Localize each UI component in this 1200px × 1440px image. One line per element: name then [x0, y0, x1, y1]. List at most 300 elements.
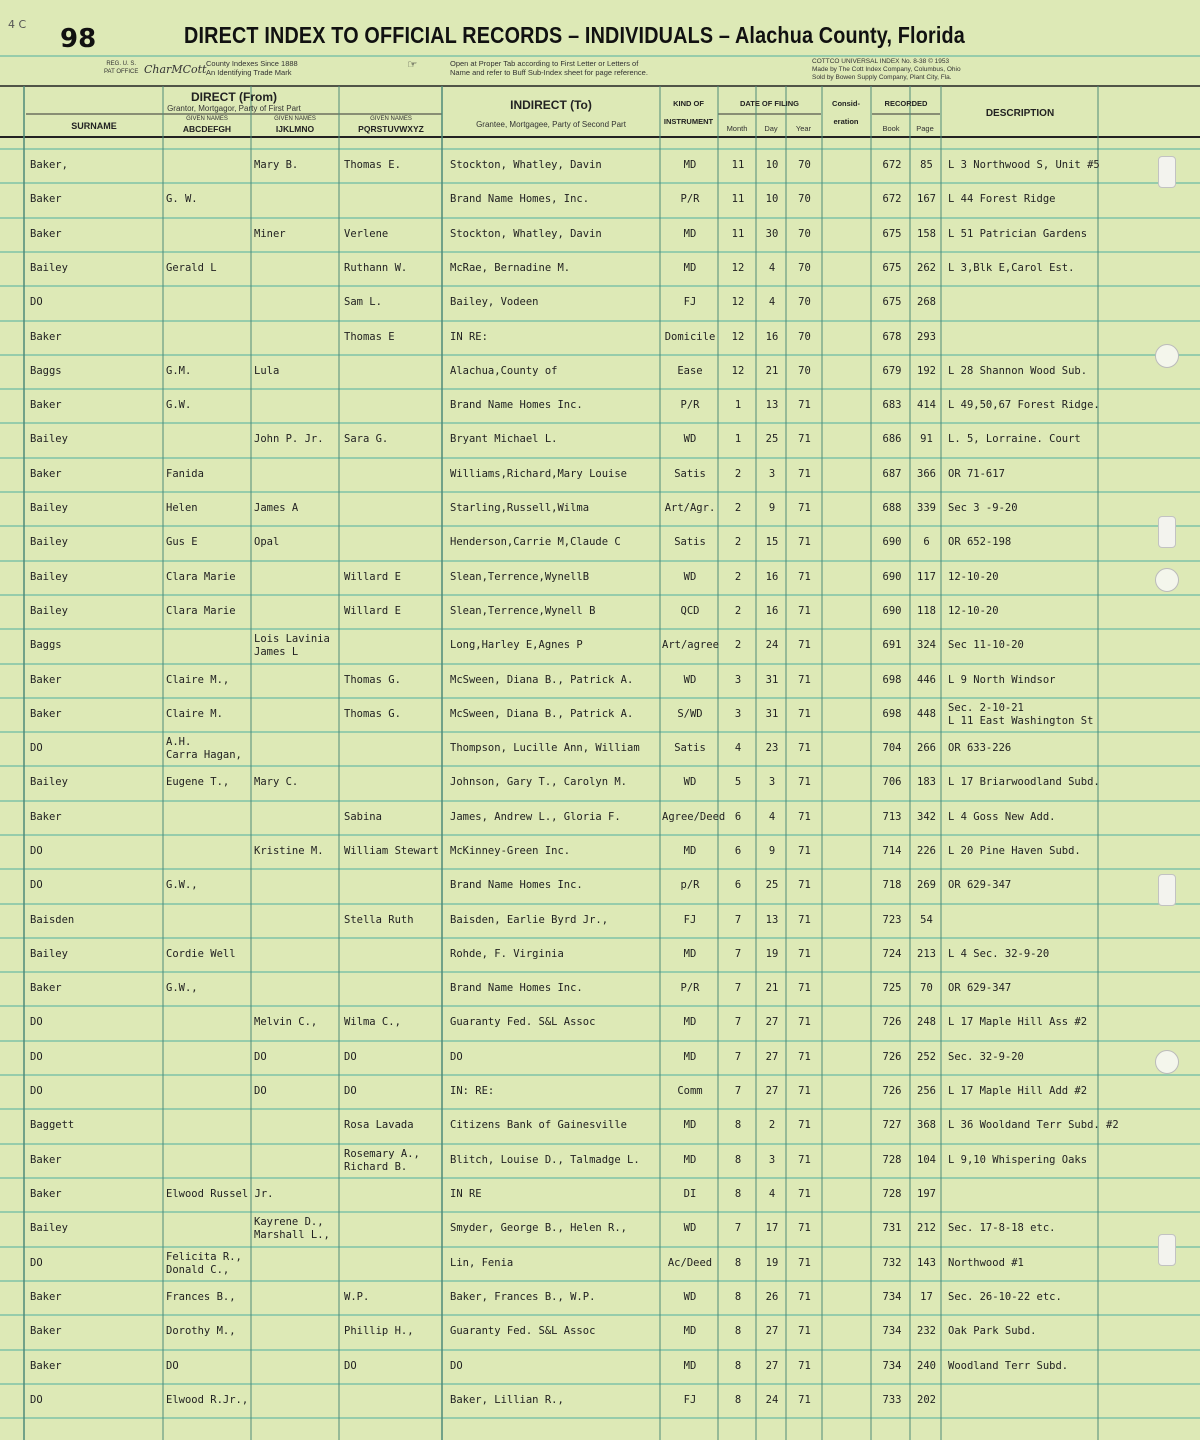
entry-day: 9 [768, 502, 776, 514]
entry-desc: L 3 Northwood S, Unit #5 [948, 159, 1100, 171]
entry-grantee: Rohde, F. Virginia [450, 948, 564, 960]
entry-page: 269 [917, 879, 936, 891]
entry-desc: L 3,Blk E,Carol Est. [948, 262, 1075, 274]
entry-desc: 12-10-20 [948, 571, 999, 583]
entry-kind: MD [683, 262, 697, 274]
entry-g2: Lois Lavinia James L [254, 633, 330, 658]
entry-desc: OR 633-226 [948, 742, 1012, 754]
entry-grantee: Brand Name Homes, Inc. [450, 193, 590, 205]
entry-book: 675 [882, 296, 902, 308]
entry-year: 70 [798, 228, 811, 240]
entry-surname: Baker [30, 331, 62, 343]
entry-grantee: McSween, Diana B., Patrick A. [450, 708, 634, 720]
entry-desc: L 17 Maple Hill Add #2 [948, 1085, 1088, 1097]
entry-day: 3 [768, 1154, 776, 1166]
entry-day: 27 [765, 1325, 779, 1337]
entry-surname: Bailey [30, 433, 68, 445]
entry-surname: Baker [30, 1291, 62, 1303]
entry-g3: Thomas E. [344, 159, 401, 171]
entry-g3: Phillip H., [344, 1325, 414, 1337]
entry-page: 366 [917, 468, 936, 480]
entry-year: 71 [798, 1016, 811, 1028]
entry-book: 690 [882, 536, 902, 548]
entry-month: 6 [734, 811, 742, 823]
entry-page: 368 [917, 1119, 936, 1131]
entry-day: 9 [768, 845, 776, 857]
entry-surname: Baker [30, 1154, 62, 1166]
description-header: DESCRIPTION [985, 108, 1055, 119]
entry-g1: G.W. [166, 399, 192, 411]
entry-month: 8 [734, 1257, 742, 1269]
entry-kind: FJ [683, 914, 697, 926]
entry-book: 714 [882, 845, 902, 857]
entry-desc: Sec. 26-10-22 etc. [948, 1291, 1062, 1303]
corner-code: 4 C [8, 18, 27, 31]
book-header: Book [882, 124, 900, 133]
entry-g2: Opal [254, 536, 280, 548]
entry-g1: Felicita R., Donald C., [166, 1251, 242, 1276]
entry-grantee: Baker, Lillian R., [450, 1394, 564, 1406]
entry-page: 268 [917, 296, 936, 308]
entry-month: 7 [734, 982, 742, 994]
entry-year: 71 [798, 948, 811, 960]
entry-surname: Baisden [30, 914, 75, 926]
entry-g3: W.P. [344, 1291, 370, 1303]
entry-book: 690 [882, 571, 902, 583]
entry-kind: Ac/Deed [667, 1257, 713, 1269]
entry-g2: Miner [254, 228, 286, 240]
entry-month: 6 [734, 879, 742, 891]
entry-year: 71 [798, 536, 811, 548]
entry-g2: Kayrene D., Marshall L., [254, 1216, 330, 1241]
entry-year: 71 [798, 1154, 811, 1166]
entry-page: 70 [920, 982, 933, 994]
entry-month: 2 [734, 571, 742, 583]
entry-surname: Baker [30, 674, 62, 686]
entry-kind: Agree/Deed [662, 811, 726, 823]
entry-month: 3 [734, 708, 742, 720]
entry-day: 25 [765, 433, 779, 445]
entry-year: 71 [798, 639, 811, 651]
entry-g3: DO [344, 1051, 357, 1063]
entry-g1: Elwood R.Jr., [166, 1394, 249, 1406]
entry-month: 2 [734, 536, 742, 548]
entry-surname: Bailey [30, 605, 68, 617]
entry-g2: James A [254, 502, 299, 514]
entry-grantee: Lin, Fenia [450, 1257, 514, 1269]
entry-month: 2 [734, 468, 742, 480]
entry-grantee: Blitch, Louise D., Talmadge L. [450, 1154, 640, 1166]
entry-grantee: Guaranty Fed. S&L Assoc [450, 1016, 596, 1028]
given-names-a-h-header: ABCDEFGH [182, 124, 232, 134]
entry-g3: Willard E [344, 605, 401, 617]
entry-year: 70 [798, 159, 811, 171]
entry-kind: WD [683, 674, 697, 686]
entry-grantee: Stockton, Whatley, Davin [450, 228, 602, 240]
entry-page: 293 [917, 331, 936, 343]
entry-book: 706 [882, 776, 902, 788]
entry-g3: Willard E [344, 571, 401, 583]
entry-grantee: Henderson,Carrie M,Claude C [450, 536, 621, 548]
entry-grantee: Slean,Terrence,WynellB [450, 571, 590, 583]
entry-month: 7 [734, 1222, 742, 1234]
entry-book: 734 [882, 1360, 902, 1372]
entry-book: 704 [882, 742, 902, 754]
entry-day: 25 [765, 879, 779, 891]
entry-g1: Dorothy M., [166, 1325, 236, 1337]
entry-surname: Baker [30, 982, 62, 994]
entry-month: 2 [734, 639, 742, 651]
entry-g3: Thomas E [344, 331, 395, 343]
entry-month: 2 [734, 605, 742, 617]
entry-grantee: McSween, Diana B., Patrick A. [450, 674, 634, 686]
entry-year: 71 [798, 982, 811, 994]
page-title: DIRECT INDEX TO OFFICIAL RECORDS – INDIVIDUALS – Alachua County, Florida [184, 22, 965, 48]
entry-page: 342 [917, 811, 936, 823]
tab-instructions: Open at Proper Tab according to First Letter or Letters of Name and refer to Buff Sub-Index sheet for page reference. [450, 59, 648, 77]
entry-page: 262 [917, 262, 936, 274]
entry-kind: MD [683, 228, 697, 240]
entry-kind: p/R [680, 879, 700, 891]
entry-kind: MD [683, 948, 697, 960]
entry-kind: Domicile [664, 331, 716, 343]
entry-month: 1 [734, 399, 742, 411]
entry-book: 726 [882, 1051, 902, 1063]
entry-book: 675 [882, 262, 902, 274]
given-names-i-o-header: IJKLMNO [275, 124, 315, 134]
entry-year: 70 [798, 331, 811, 343]
entry-month: 7 [734, 1051, 742, 1063]
recorded-header: RECORDED [884, 99, 928, 108]
entry-kind: MD [683, 1016, 697, 1028]
entry-desc: L 20 Pine Haven Subd. [948, 845, 1081, 857]
entry-g1: Helen [166, 502, 198, 514]
entry-book: 687 [882, 468, 902, 480]
entry-desc: L 36 Wooldand Terr Subd. #2 [948, 1119, 1119, 1131]
entry-surname: Baggs [30, 365, 62, 377]
given-names-label: GIVEN NAMES [370, 116, 412, 122]
entry-grantee: Starling,Russell,Wilma [450, 502, 590, 514]
entry-month: 11 [731, 159, 745, 171]
entry-desc: 12-10-20 [948, 605, 999, 617]
entry-desc: L 9,10 Whispering Oaks [948, 1154, 1088, 1166]
entry-year: 71 [798, 1085, 811, 1097]
entry-grantee: Citizens Bank of Gainesville [450, 1119, 628, 1131]
entry-year: 71 [798, 1291, 811, 1303]
entry-surname: DO [30, 845, 43, 857]
entry-surname: Baker [30, 193, 62, 205]
entry-surname: DO [30, 1257, 43, 1269]
entry-page: 266 [917, 742, 936, 754]
direct-header: DIRECT (From) [191, 90, 277, 104]
entry-day: 13 [765, 399, 779, 411]
entry-g3: Thomas G. [344, 708, 401, 720]
entry-grantee: Baker, Frances B., W.P. [450, 1291, 596, 1303]
entry-kind: FJ [683, 296, 697, 308]
entry-year: 71 [798, 1360, 811, 1372]
entry-year: 71 [798, 674, 811, 686]
page-header: Page [916, 124, 934, 133]
entry-kind: P/R [680, 982, 700, 994]
entry-page: 17 [920, 1291, 933, 1303]
entry-page: 446 [917, 674, 936, 686]
entry-year: 71 [798, 708, 811, 720]
entry-grantee: Brand Name Homes Inc. [450, 399, 583, 411]
entry-grantee: James, Andrew L., Gloria F. [450, 811, 621, 823]
entry-kind: MD [683, 1154, 697, 1166]
entry-page: 256 [917, 1085, 936, 1097]
entry-kind: Comm [677, 1085, 703, 1097]
entry-page: 448 [917, 708, 936, 720]
entry-g2: Mary C. [254, 776, 299, 788]
entry-page: 248 [917, 1016, 936, 1028]
entry-desc: Sec 11-10-20 [948, 639, 1024, 651]
entry-g3: Verlene [344, 228, 389, 240]
entry-g3: Thomas G. [344, 674, 401, 686]
entry-month: 7 [734, 1016, 742, 1028]
entry-kind: WD [683, 433, 697, 445]
entry-surname: Bailey [30, 536, 68, 548]
entry-grantee: Alachua,County of [450, 365, 558, 377]
entry-year: 71 [798, 1394, 811, 1406]
entry-grantee: Baisden, Earlie Byrd Jr., [450, 914, 609, 926]
entry-grantee: Long,Harley E,Agnes P [450, 639, 583, 651]
entry-grantee: DO [450, 1360, 463, 1372]
given-names-label: GIVEN NAMES [274, 116, 316, 122]
entry-page: 158 [917, 228, 936, 240]
entry-year: 71 [798, 468, 811, 480]
entry-month: 11 [731, 193, 745, 205]
entry-kind: QCD [680, 605, 700, 617]
entry-surname: DO [30, 1394, 43, 1406]
entry-g1: Claire M., [166, 674, 230, 686]
entry-g1: Cordie Well [166, 948, 236, 960]
entry-page: 85 [920, 159, 933, 171]
entry-page: 226 [917, 845, 936, 857]
entry-day: 2 [768, 1119, 776, 1131]
entry-day: 16 [765, 605, 779, 617]
entry-year: 70 [798, 262, 811, 274]
entry-book: 686 [882, 433, 902, 445]
entry-desc: L. 5, Lorraine. Court [948, 433, 1081, 445]
entry-day: 27 [765, 1016, 779, 1028]
entry-surname: Baker [30, 468, 62, 480]
entry-kind: MD [683, 159, 697, 171]
indirect-subheader: Grantee, Mortgagee, Party of Second Part [476, 120, 626, 129]
surname-header: SURNAME [71, 121, 117, 131]
entry-surname: Bailey [30, 1222, 68, 1234]
entry-page: 232 [917, 1325, 936, 1337]
entry-day: 23 [765, 742, 779, 754]
entry-g1: G.W., [166, 982, 198, 994]
entry-month: 12 [731, 365, 745, 377]
entry-day: 30 [765, 228, 779, 240]
entry-surname: DO [30, 1051, 43, 1063]
entry-kind: WD [683, 571, 697, 583]
entry-book: 734 [882, 1325, 902, 1337]
entry-year: 71 [798, 571, 811, 583]
entry-page: 183 [917, 776, 936, 788]
entry-g1: Fanida [166, 468, 204, 480]
entry-year: 71 [798, 1257, 811, 1269]
entry-g3: Sara G. [344, 433, 389, 445]
entry-surname: Baker [30, 811, 62, 823]
date-of-filing-header: DATE OF FILING [739, 99, 800, 108]
entry-year: 71 [798, 879, 811, 891]
entry-surname: Bailey [30, 948, 68, 960]
trademark-note: County Indexes Since 1888 An Identifying Trade Mark [206, 59, 298, 77]
entry-book: 718 [882, 879, 902, 891]
entry-desc: Woodland Terr Subd. [948, 1360, 1069, 1372]
entry-surname: Baggs [30, 639, 62, 651]
entry-g2: Melvin C., [254, 1016, 318, 1028]
entry-page: 202 [917, 1394, 936, 1406]
entry-grantee: Johnson, Gary T., Carolyn M. [450, 776, 628, 788]
entry-grantee: DO [450, 1051, 463, 1063]
entry-page: 167 [917, 193, 936, 205]
entry-g2: Kristine M. [254, 845, 324, 857]
entry-day: 19 [765, 1257, 779, 1269]
entry-g3: DO [344, 1085, 357, 1097]
entry-day: 4 [768, 811, 776, 823]
entry-surname: Baker [30, 1188, 62, 1200]
entry-book: 723 [882, 914, 902, 926]
entry-day: 13 [765, 914, 779, 926]
entry-year: 71 [798, 433, 811, 445]
entry-book: 672 [882, 193, 902, 205]
entry-book: 725 [882, 982, 902, 994]
entry-day: 10 [765, 159, 779, 171]
entry-desc: OR 629-347 [948, 879, 1012, 891]
entry-day: 27 [765, 1360, 779, 1372]
entry-page: 117 [917, 571, 936, 583]
entry-month: 7 [734, 948, 742, 960]
entry-kind: P/R [680, 193, 700, 205]
entry-surname: DO [30, 879, 43, 891]
entry-month: 4 [734, 742, 742, 754]
entry-day: 31 [765, 674, 779, 686]
entry-grantee: Slean,Terrence,Wynell B [450, 605, 596, 617]
entry-book: 698 [882, 674, 902, 686]
index-tab [1158, 874, 1176, 906]
entry-year: 71 [798, 1188, 811, 1200]
entry-page: 252 [917, 1051, 936, 1063]
entry-page: 414 [917, 399, 936, 411]
entry-g3: Stella Ruth [344, 914, 414, 926]
page-number: 98 [60, 24, 97, 54]
entry-kind: Art/Agr. [664, 502, 716, 514]
index-tab [1158, 516, 1176, 548]
entry-month: 7 [734, 914, 742, 926]
entry-g3: Sabina [344, 811, 382, 823]
entry-book: 713 [882, 811, 902, 823]
consideration-header-2: eration [833, 117, 859, 126]
entry-g3: DO [344, 1360, 357, 1372]
entry-desc: OR 629-347 [948, 982, 1012, 994]
entry-page: 192 [917, 365, 936, 377]
entry-surname: Bailey [30, 571, 68, 583]
entry-g1: Gus E [166, 536, 198, 548]
entry-surname: Bailey [30, 502, 68, 514]
entry-surname: Baker [30, 399, 62, 411]
entry-surname: DO [30, 296, 43, 308]
entry-year: 71 [798, 1222, 811, 1234]
entry-month: 12 [731, 331, 745, 343]
reg-mark: REG. U. S. PAT OFFICE [104, 61, 139, 75]
entry-day: 19 [765, 948, 779, 960]
entry-day: 27 [765, 1085, 779, 1097]
entry-kind: MD [683, 1360, 697, 1372]
entry-surname: Baker [30, 708, 62, 720]
entry-day: 26 [765, 1291, 779, 1303]
entry-year: 70 [798, 193, 811, 205]
entry-kind: MD [683, 1119, 697, 1131]
entry-surname: Baker [30, 1360, 62, 1372]
entry-desc: L 28 Shannon Wood Sub. [948, 365, 1088, 377]
entry-year: 71 [798, 399, 811, 411]
entry-book: 728 [882, 1154, 902, 1166]
entry-kind: Satis [674, 468, 706, 480]
entry-book: 691 [882, 639, 902, 651]
entry-year: 71 [798, 605, 811, 617]
entry-g2: DO [254, 1085, 267, 1097]
entry-surname: Baker [30, 1325, 62, 1337]
entry-desc: Northwood #1 [948, 1257, 1024, 1269]
entry-month: 8 [734, 1188, 742, 1200]
entry-kind: S/WD [677, 708, 703, 720]
publisher-note: COTTCO UNIVERSAL INDEX No. 8-38 © 1953 Made by The Cott Index Company, Columbus, Ohio Sold by Bowen Supply Company, Plant City, Fla. [812, 58, 961, 81]
entry-year: 70 [798, 365, 811, 377]
entry-book: 726 [882, 1085, 902, 1097]
entry-g3: Ruthann W. [344, 262, 408, 274]
entry-kind: P/R [680, 399, 700, 411]
entry-desc: Oak Park Subd. [948, 1325, 1037, 1337]
entry-month: 11 [731, 228, 745, 240]
entry-kind: FJ [683, 1394, 697, 1406]
entry-surname: Baggett [30, 1119, 75, 1131]
entry-desc: Sec. 2-10-21 L 11 East Washington St [948, 702, 1094, 727]
entry-book: 731 [882, 1222, 902, 1234]
entry-grantee: Brand Name Homes Inc. [450, 982, 583, 994]
entry-year: 71 [798, 845, 811, 857]
consideration-header: Consid- [832, 99, 860, 108]
cottco-signature-logo: CharMCott [144, 63, 207, 76]
entry-g3: Wilma C., [344, 1016, 401, 1028]
entry-month: 3 [734, 674, 742, 686]
entry-day: 4 [768, 296, 776, 308]
entry-page: 143 [917, 1257, 936, 1269]
entry-day: 21 [765, 982, 779, 994]
entry-g3: William Stewart [344, 845, 439, 857]
entry-desc: L 17 Maple Hill Ass #2 [948, 1016, 1088, 1028]
entry-g1: Claire M. [166, 708, 223, 720]
entry-desc: L 4 Goss New Add. [948, 811, 1056, 823]
entry-book: 675 [882, 228, 902, 240]
entry-page: 6 [923, 536, 930, 548]
entry-g1: DO [166, 1360, 179, 1372]
entry-g1: G.W., [166, 879, 198, 891]
entry-day: 17 [765, 1222, 779, 1234]
entry-g3: Rosemary A., Richard B. [344, 1148, 420, 1173]
entry-grantee: Guaranty Fed. S&L Assoc [450, 1325, 596, 1337]
entry-day: 27 [765, 1051, 779, 1063]
entry-kind: DI [683, 1188, 697, 1200]
entry-day: 15 [765, 536, 779, 548]
entry-day: 24 [765, 1394, 779, 1406]
entry-kind: Ease [677, 365, 703, 377]
entry-month: 8 [734, 1394, 742, 1406]
entry-grantee: Bryant Michael L. [450, 433, 558, 445]
